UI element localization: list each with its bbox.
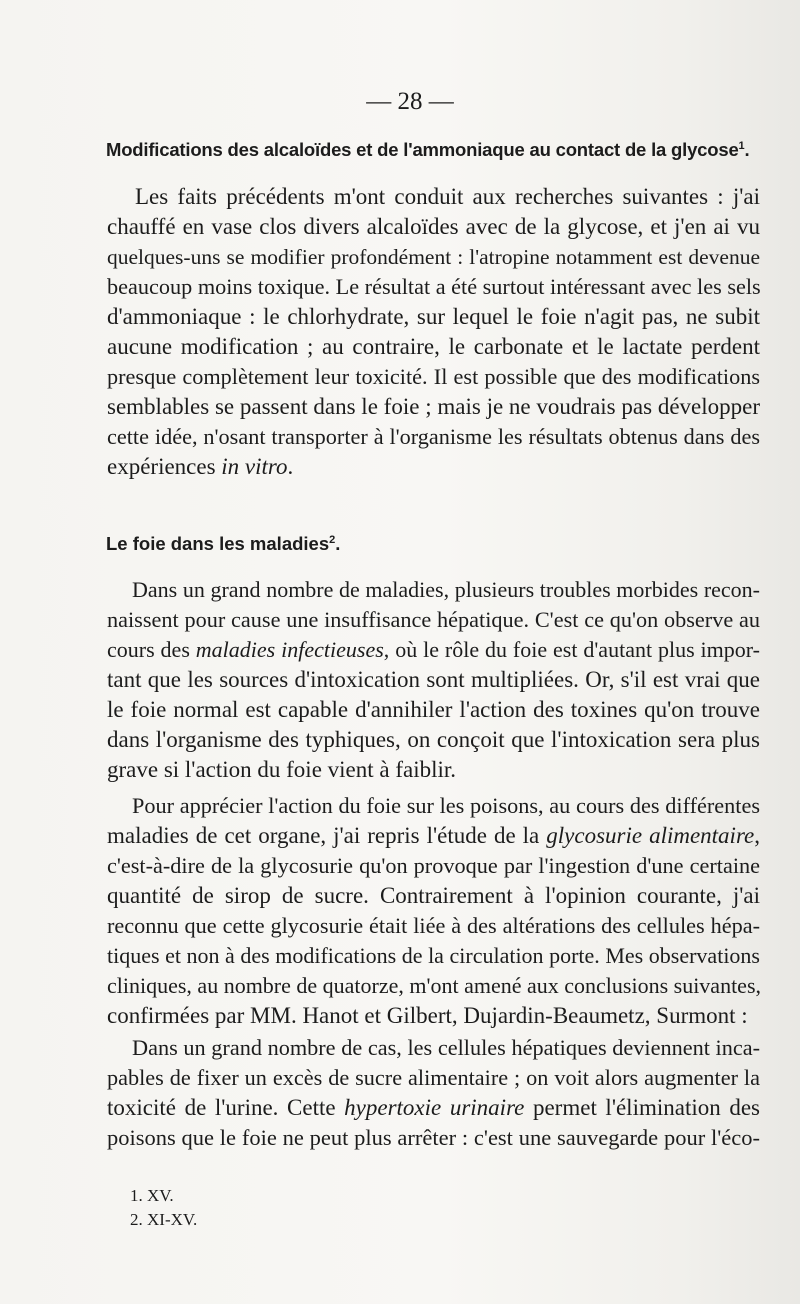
paragraph-line xyxy=(107,1094,760,1122)
paragraph-line: Dans un grand nombre de cas, les cellules hépatiques deviennent inca- xyxy=(132,1035,760,1060)
paragraph-line xyxy=(107,822,760,850)
heading-text: Modifications des alcaloïdes et de l'ammoniaque au contact de la glycose xyxy=(106,139,739,160)
paragraph-line: semblables se passent dans le foie ; mais je ne voudrais pas développer xyxy=(107,394,760,419)
footnote: 1. XV. xyxy=(130,1186,174,1205)
section-heading-alcaloides: Modifications des alcaloïdes et de l'ammoniaque au contact de la glycose$^1$. xyxy=(106,139,750,160)
italic-text: in vitro xyxy=(221,454,288,479)
paragraph-line: quantité de sirop de sucre. Contrairement à l'opinion courante, j'ai xyxy=(107,883,760,908)
paragraph-line: grave si l'action du foie vient à faiblir. xyxy=(107,757,457,782)
paragraph-line: cliniques, au nombre de quatorze, m'ont amené aux conclusions suivantes, xyxy=(107,973,762,998)
paragraph-line: beaucoup moins toxique. Le résultat a été surtout intéressant avec les sels xyxy=(107,274,761,299)
footnote-ref: 1 xyxy=(738,139,745,152)
paragraph-line xyxy=(107,453,760,481)
italic-text: glycosurie alimentaire xyxy=(546,823,755,848)
paragraph-line: Dans un grand nombre de maladies, plusieurs troubles morbides recon- xyxy=(132,577,760,602)
paragraph-line: cette idée, n'osant transporter à l'organisme les résultats obtenus dans des xyxy=(107,424,760,449)
paragraph-line: naissent pour cause une insuffisance hépatique. C'est ce qu'on observe au xyxy=(107,607,760,632)
italic-text: maladies infectieuses xyxy=(195,637,384,662)
paragraph-line: c'est-à-dire de la glycosurie qu'on provoque par l'ingestion d'une certaine xyxy=(107,853,760,878)
paragraph-line: reconnu que cette glycosurie était liée à des altérations des cellules hépa- xyxy=(107,913,760,938)
text-span: maladies de cet organe, j'ai repris l'étude de la xyxy=(107,823,547,848)
paragraph-line: Les faits précédents m'ont conduit aux recherches suivantes : j'ai xyxy=(135,184,760,209)
text-span: . xyxy=(287,454,294,479)
page-number: — 28 — xyxy=(366,88,454,115)
paragraph-line: confirmées par MM. Hanot et Gilbert, Dujardin-Beaumetz, Surmont : xyxy=(107,1003,748,1028)
text-span: , xyxy=(754,823,760,848)
section-heading-maladies: Le foie dans les maladies$^2$. xyxy=(106,533,341,554)
paragraph-line: aucune modification ; au contraire, le carbonate et le lactate perdent xyxy=(107,334,760,359)
heading-text: Le foie dans les maladies xyxy=(106,533,330,554)
text-span: expériences xyxy=(107,454,222,479)
paragraph-line: d'ammoniaque : le chlorhydrate, sur lequel le foie n'agit pas, ne subit xyxy=(107,304,760,329)
footnote: 2. XI-XV. xyxy=(130,1210,198,1229)
paragraph-line: Pour apprécier l'action du foie sur les poisons, au cours des différentes xyxy=(132,793,760,818)
text-span: permet l'élimination des xyxy=(524,1095,760,1120)
paragraph-line: quelques-uns se modifier profondément : l'atropine notamment est devenue xyxy=(107,245,760,269)
paragraph-line: dans l'organisme des typhiques, on conçoit que l'intoxication sera plus xyxy=(107,727,760,752)
paragraph-line: presque complètement leur toxicité. Il est possible que des modifications xyxy=(107,364,760,389)
footnote-ref: 2 xyxy=(329,533,336,546)
paragraph-line: pables de fixer un excès de sucre alimentaire ; on voit alors augmenter la xyxy=(107,1065,760,1090)
text-span: toxicité de l'urine. Cette xyxy=(107,1095,345,1120)
text-span: , où le rôle du foie est d'autant plus impor- xyxy=(383,637,760,662)
paragraph-line xyxy=(107,636,760,664)
paragraph-line: chauffé en vase clos divers alcaloïdes avec de la glycose, et j'en ai vu xyxy=(107,214,760,239)
paragraph-line: le foie normal est capable d'annihiler l'action des toxines qu'on trouve xyxy=(107,697,760,722)
paragraph-line: tiques et non à des modifications de la circulation porte. Mes observations xyxy=(107,943,760,968)
paragraph-line: poisons que le foie ne peut plus arrêter : c'est une sauvegarde pour l'éco- xyxy=(107,1125,760,1150)
text-span: cours des xyxy=(107,637,196,662)
italic-text: hypertoxie urinaire xyxy=(344,1095,525,1120)
paragraph-line: tant que les sources d'intoxication sont multipliées. Or, s'il est vrai que xyxy=(107,667,760,692)
